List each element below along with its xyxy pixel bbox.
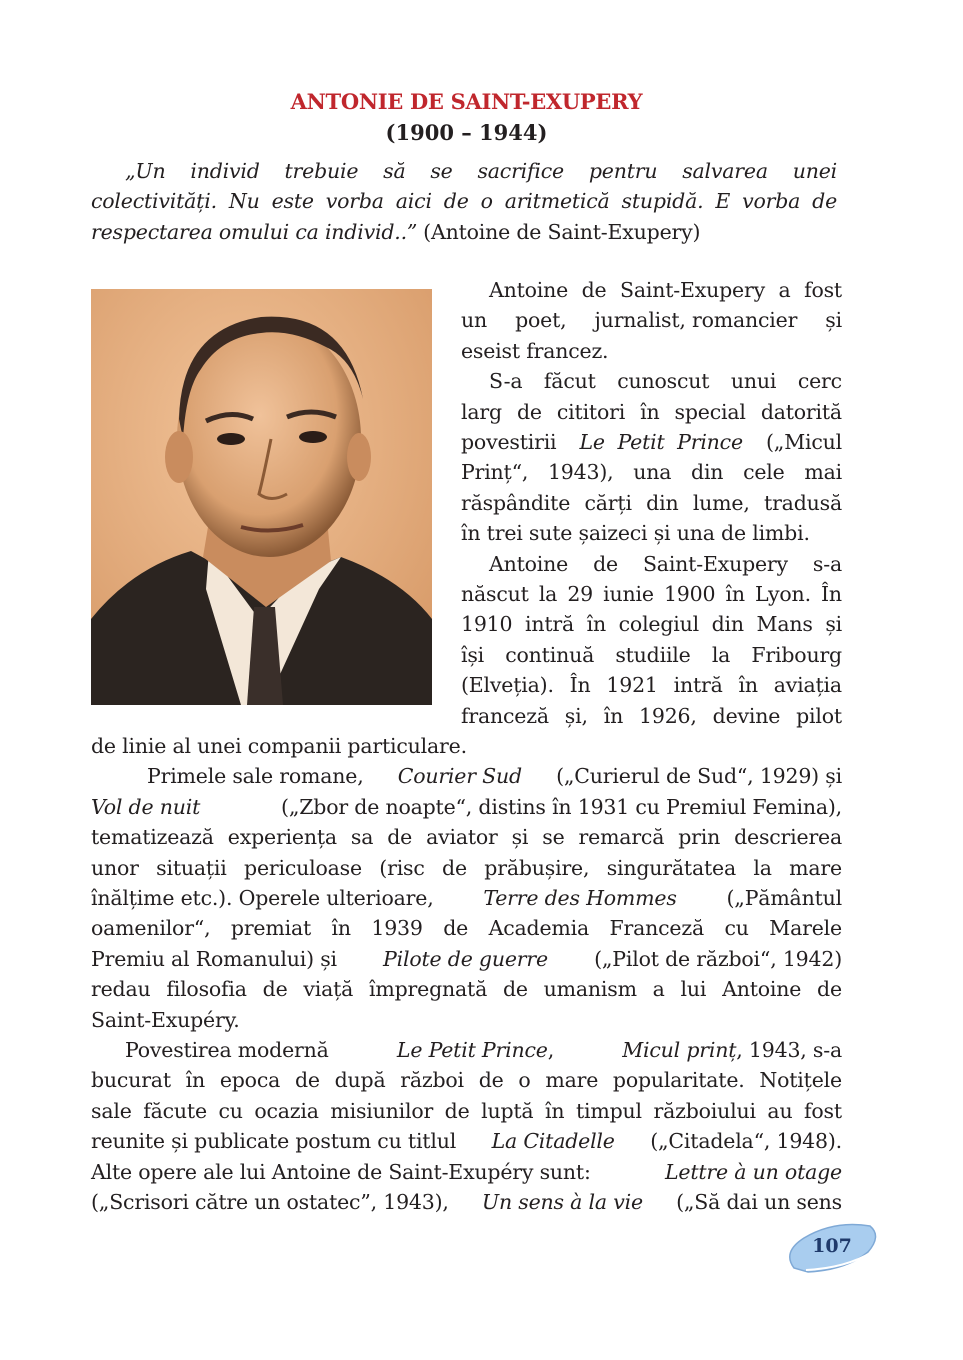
book-title: Lettre à un otage [665,1159,842,1184]
body-line [91,1126,842,1156]
book-title: Courier Sud [397,764,522,789]
quote-word: să [383,159,406,183]
body-line [91,792,842,822]
word: cărți [584,490,632,515]
word: lui [680,977,707,1002]
body-text [91,731,842,1218]
quote-word: aritmetică [504,189,610,214]
word: mai [804,460,842,485]
quote-word: aici [395,189,432,214]
intro-line [461,518,842,548]
word: cu [724,916,749,941]
word: un [461,308,488,333]
intro-line [461,488,842,518]
word: de [443,916,469,941]
word: 1910 [461,612,513,637]
quote-word: vorba [325,189,384,214]
word: 1921 [606,673,658,698]
word: cunoscut [617,369,710,394]
word: iunie [603,582,654,607]
word: intră [673,673,723,698]
text: („Zbor de noapte“, distins în 1931 cu Premiul Femina), [281,794,842,819]
body-line [91,1187,842,1217]
intro-line [461,549,842,579]
word: la [753,855,772,880]
word: (risc [379,855,425,880]
quote-word: de [812,189,837,214]
word: aviator [426,825,498,850]
word: la [538,582,558,607]
word: făcute [143,1098,207,1123]
book-title: La Citadelle [491,1129,615,1154]
word: în [586,612,607,637]
intro-line [461,275,842,305]
book-title: Pilote de guerre [383,946,548,971]
word: Marele [769,916,842,941]
word: special [674,399,746,424]
text: („Scrisori către un ostatec”, 1943), [91,1190,449,1215]
quote-text: respectarea omului ca individ..” [91,219,418,244]
word: intră [525,612,575,637]
word: epoca [219,1068,281,1093]
intro-line [461,397,842,427]
text: Primele sale romane, [147,764,364,789]
word: în [603,703,624,728]
word: poet, [515,308,567,333]
word: de [516,399,542,424]
intro-line [461,457,842,487]
word: devine [712,703,781,728]
word: pilot [796,703,842,728]
quote-word: este [271,189,314,214]
body-line [91,913,842,943]
word: ocazia [254,1098,319,1123]
word: de [387,825,413,850]
quote-word: de [443,189,469,214]
word: 1900 [663,582,716,607]
quote-word: sacrifice [477,159,564,183]
body-line [91,1065,842,1095]
word: mare [789,855,842,880]
word: remarcă [578,825,665,850]
quote-line [91,186,837,216]
intro-line [461,427,842,457]
intro-line [461,305,842,335]
book-title: Le Petit Prince [579,430,743,455]
word: în [185,1068,206,1093]
word: povestirii [461,430,557,455]
body-line [91,883,842,913]
word: în [725,582,745,607]
word: 29 [567,582,594,607]
intro-line [461,336,842,366]
word: fost [804,278,842,302]
text: înălțime etc.). Operele ulterioare, [91,886,434,911]
quote-word: „Un [125,159,166,183]
word: experiența [227,825,337,850]
word: de [581,278,607,302]
word: Antoine [722,977,802,1002]
quote-word: vorba [742,189,801,214]
text: , 1943, s-a [736,1038,842,1063]
quote-line [91,156,837,186]
word: Antoine [489,551,569,576]
word: Academia [488,916,589,941]
word: și [511,825,529,850]
body-line [91,974,842,1004]
word: răspândite [461,490,571,515]
quote-word: trebuie [284,159,359,183]
word: În [569,673,591,698]
word: premiat [230,916,312,941]
intro-line [461,670,842,700]
word: jurnalist, romancier [594,308,798,333]
word: de [444,1098,470,1123]
intro-line [461,640,842,670]
intro-line [461,579,842,609]
word: filosofia [166,977,247,1002]
text: Premiu al Romanului) și [91,946,337,971]
word: de [262,977,288,1002]
word: timpul [575,1098,642,1123]
word: prin [678,825,721,850]
word: Saint-Exupery [620,278,765,302]
word: una [633,460,672,485]
body-line [91,822,842,852]
word: o [518,1068,531,1093]
intro-line [461,366,842,396]
word: cele [743,460,785,485]
word: cititori [556,399,626,424]
word: în trei sute șaizeci și una de limbi. [461,521,810,546]
word: 1943), [547,460,614,485]
word: sa [350,825,374,850]
word: a [778,278,791,302]
word: redau [91,977,151,1002]
quote-word: Nu [228,189,260,214]
book-title: Un sens à la vie [481,1190,643,1215]
word: viață [303,977,354,1002]
text [622,1035,842,1065]
text: („Citadela“, 1948). [650,1129,842,1154]
text: Alte opere ale lui Antoine de Saint-Exupéry sunt: [91,1159,591,1184]
word: război [400,1068,464,1093]
word: Franceză [609,916,704,941]
word: tematizează [91,825,214,850]
word: în [545,1098,565,1123]
epigraph-quote [91,156,837,247]
word: 1926, [639,703,697,728]
word: Antoine [489,278,569,302]
quote-word: unei [792,159,837,183]
word: de [294,1068,320,1093]
quote-word: pentru [588,159,658,183]
word: datorită [760,399,842,424]
word: făcut [543,369,596,394]
word: născut [461,582,529,607]
text: reunite și publicate postum cu titlul [91,1129,457,1154]
text: („Pământul [726,886,842,911]
word: colegiul [618,612,699,637]
word: În [821,582,842,607]
word: de [502,977,528,1002]
quote-word: E [715,189,731,214]
word: bucurat [91,1068,171,1093]
quote-word: individ [190,159,260,183]
word: franceză [461,703,549,728]
word: și, [564,703,588,728]
text: („Pilot de război“, 1942) [594,946,842,971]
word: și [825,612,842,637]
book-title: Micul prinț [622,1038,737,1063]
word: situații [156,855,227,880]
word: se [542,825,565,850]
word: la [711,642,731,667]
text: Povestirea modernă [125,1038,329,1063]
book-title: Le Petit Prince [396,1038,548,1063]
intro-line [461,609,842,639]
word: (Elveția). [461,673,554,698]
body-line [91,1035,842,1065]
body-line [91,761,842,791]
word: S-a [489,369,523,394]
word: s-a [812,551,842,576]
word: singurătatea [606,855,736,880]
quote-attribution: (Antoine de Saint-Exupery) [423,219,701,244]
word: studiile [615,642,691,667]
word: sale [91,1098,132,1123]
word: războiului [653,1098,756,1123]
word: Fribourg [751,642,842,667]
word: în [640,399,660,424]
text [397,1035,554,1065]
text: Saint-Exupéry. [91,1007,240,1032]
word: cu [218,1098,243,1123]
word: și [825,308,842,333]
quote-word: o [480,189,493,214]
word: cerc [797,369,842,394]
word: din [691,460,724,485]
word: împregnată [369,977,488,1002]
word: după [334,1068,386,1093]
quote-word: se [430,159,453,183]
text: („Curierul de Sud“, 1929) și [556,764,842,789]
word: („Micul [765,430,842,455]
word: Prinț“, [461,460,529,485]
word: de [593,551,618,576]
text: , [547,1038,555,1063]
word: eseist francez. [461,338,609,363]
word: în [738,673,758,698]
body-line [91,1096,842,1126]
word: Notițele [759,1068,842,1093]
book-title: Terre des Hommes [483,886,677,911]
word: de [478,1068,504,1093]
word: popularitate. [612,1068,745,1093]
word: de [442,855,467,880]
word: luptă [481,1098,534,1123]
body-line [91,853,842,883]
word: își [461,642,485,667]
page-subtitle-years: (1900 – 1944) [385,120,548,145]
word: unor [91,855,139,880]
body-line [91,1157,842,1187]
quote-word: stupidă. [621,189,704,214]
word: a [652,977,665,1002]
body-line [91,731,842,761]
word: Lyon. [754,582,811,607]
page-number: 107 [812,1235,852,1257]
word: lume, [692,490,750,515]
word: descrierea [734,825,842,850]
body-line [91,944,842,974]
word: mare [545,1068,599,1093]
word: Mans [756,612,813,637]
word: misiunilor [330,1098,434,1123]
quote-line [91,217,837,247]
body-line [91,1005,842,1035]
intro-paragraphs [461,275,842,731]
word: tradusă [764,490,842,515]
intro-line [461,701,842,731]
quote-word: salvarea [682,159,768,183]
page-number-badge [786,1222,878,1274]
quote-word: colectivități. [91,189,217,214]
word: din [711,612,744,637]
word: în [331,916,351,941]
book-title: Vol de nuit [91,794,201,819]
word: periculoase [244,855,362,880]
page-title: ANTONIE DE SAINT-EXUPERY [290,89,643,114]
word: oamenilor“, [91,916,211,941]
word: aviația [773,673,842,698]
word: 1939 [371,916,423,941]
word: au [767,1098,793,1123]
word: Saint-Exupery [642,551,788,576]
word: umanism [543,977,637,1002]
word: unui [730,369,777,394]
word: din [646,490,679,515]
word: prăbușire, [484,855,590,880]
word: larg [461,399,502,424]
word: continuă [505,642,595,667]
word: fost [804,1098,842,1123]
text: („Să dai un sens [676,1190,842,1215]
author-portrait [91,289,432,705]
text: de linie al unei companii particulare. [91,734,467,758]
word: de [817,977,842,1002]
